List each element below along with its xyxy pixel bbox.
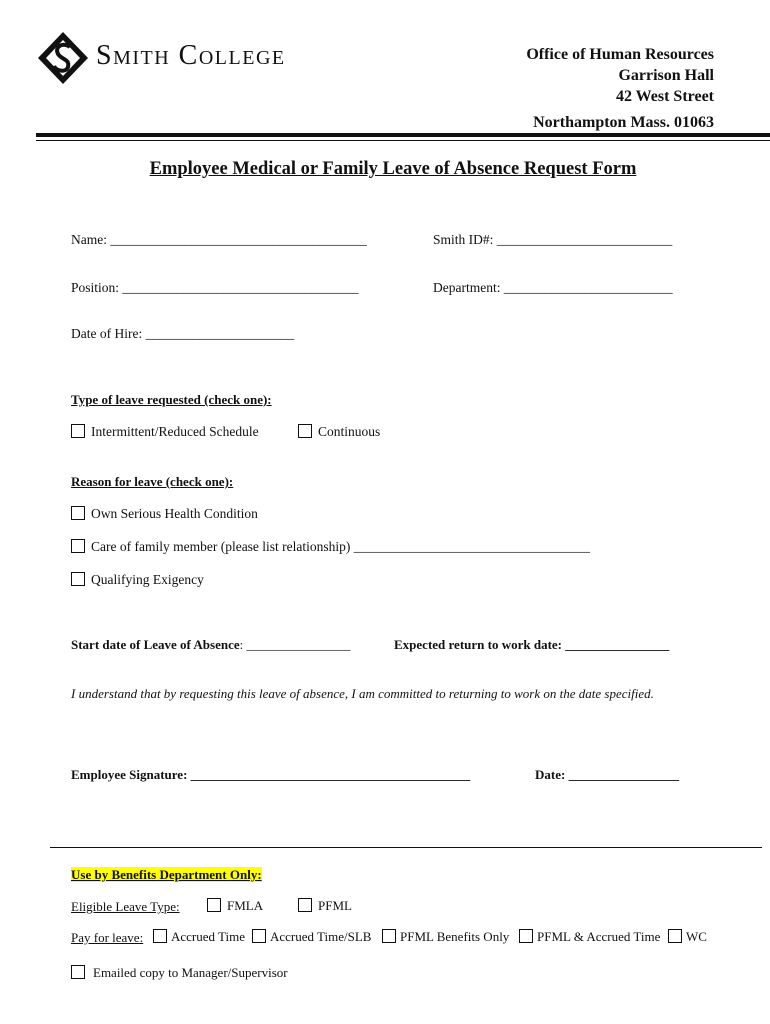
checkbox[interactable] [207, 898, 221, 912]
option-label: Own Serious Health Condition [91, 506, 258, 521]
accrued-time-option[interactable] [153, 929, 245, 945]
header-rule-thin [36, 140, 770, 141]
option-label: FMLA [227, 898, 264, 913]
exigency-option[interactable] [71, 572, 204, 588]
option-label: Accrued Time [171, 929, 246, 944]
college-seal-icon [36, 30, 90, 86]
department-field[interactable]: Department: _________________________ [433, 280, 673, 295]
leave-type-header: Type of leave requested (check one): [71, 392, 272, 407]
option-label: Care of family member (please list relationship) ___________________________________ [91, 539, 591, 554]
option-label: PFML & Accrued Time [537, 929, 661, 944]
pay-for-leave-label: Pay for leave: [71, 930, 144, 945]
option-label: PFML Benefits Only [400, 929, 510, 944]
benefits-header [71, 866, 262, 884]
checkbox[interactable] [668, 929, 682, 943]
office-line: Office of Human Resources [526, 46, 714, 63]
checkbox[interactable] [519, 929, 533, 943]
date-of-hire-field[interactable]: Date of Hire: ______________________ [71, 326, 295, 341]
pfml-accrued-option[interactable] [519, 929, 660, 945]
checkbox[interactable] [153, 929, 167, 943]
commitment-statement: I understand that by requesting this leave of absence, I am committed to returning to work on the date specified. [71, 686, 654, 701]
option-label: Accrued Time/SLB [270, 929, 372, 944]
pfml-benefits-option[interactable] [382, 929, 509, 945]
emailed-copy-option[interactable] [71, 965, 288, 981]
checkbox[interactable] [71, 539, 85, 553]
checkbox[interactable] [382, 929, 396, 943]
signature-field[interactable]: Employee Signature: ___________________________________________ [71, 767, 471, 782]
checkbox[interactable] [252, 929, 266, 943]
start-date-label: Start date of Leave of Absence [71, 637, 240, 652]
form-title: Employee Medical or Family Leave of Absence Request Form [149, 159, 637, 179]
eligible-leave-label: Eligible Leave Type: [71, 899, 180, 914]
start-date-blank: : ________________ [239, 637, 351, 652]
header-rule-thick [36, 133, 770, 137]
checkbox[interactable] [298, 898, 312, 912]
intermittent-option[interactable] [71, 424, 259, 440]
option-label: Emailed copy to Manager/Supervisor [93, 965, 288, 980]
benefits-divider [50, 847, 762, 848]
wc-option[interactable] [668, 929, 707, 945]
checkbox[interactable] [71, 572, 85, 586]
smith-college-logo [36, 30, 366, 90]
start-date-field[interactable] [71, 637, 350, 653]
option-label: PFML [318, 898, 352, 913]
signature-date-field[interactable]: Date: _________________ [535, 767, 680, 782]
position-field[interactable]: Position: ___________________________________ [71, 280, 359, 295]
name-field[interactable]: Name: ______________________________________ [71, 232, 367, 247]
option-label: Intermittent/Reduced Schedule [91, 424, 259, 439]
smith-id-field[interactable]: Smith ID#: __________________________ [433, 232, 673, 247]
office-line: Northampton Mass. 01063 [533, 114, 714, 131]
option-label: WC [686, 929, 707, 944]
benefits-header-text: Use by Benefits Department Only: [71, 867, 262, 882]
continuous-option[interactable] [298, 424, 380, 440]
reason-header: Reason for leave (check one): [71, 474, 234, 489]
office-line: 42 West Street [615, 88, 714, 105]
checkbox[interactable] [71, 506, 85, 520]
checkbox[interactable] [71, 424, 85, 438]
own-health-option[interactable] [71, 506, 258, 522]
office-line: Garrison Hall [618, 67, 714, 84]
option-label: Qualifying Exigency [91, 572, 204, 587]
checkbox[interactable] [71, 965, 85, 979]
checkbox[interactable] [298, 424, 312, 438]
office-address [526, 44, 714, 133]
option-label: Continuous [318, 424, 381, 439]
family-care-option[interactable] [71, 539, 590, 555]
accrued-slb-option[interactable] [252, 929, 371, 945]
return-date-field[interactable]: Expected return to work date: ________________ [394, 637, 670, 652]
fmla-option[interactable] [207, 898, 263, 914]
logo-wordmark: Smith College [96, 40, 286, 71]
pfml-option[interactable] [298, 898, 352, 914]
